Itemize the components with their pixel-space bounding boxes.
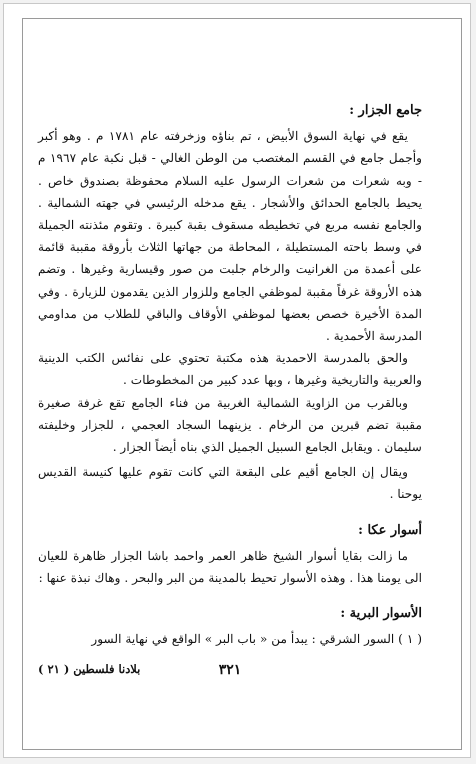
paragraph-walls-intro: ما زالت بقايا أسوار الشيخ ظاهر العمر واحمد باشا الجزار ظاهرة للعيان الى يومنا هذا . وهذه الأسوار تحيط بالمدينة من البر والبحر . وهاك نبذة عنها : [38,548,422,586]
section-heading-jazzar-mosque: جامع الجزار : [349,103,422,118]
section-heading-acre-walls: أسوار عكا : [358,522,422,538]
paragraph-tomb-room: وبالقرب من الزاوية الشمالية الغربية من فناء الجامع تقع غرفة صغيرة مقببة تضم قبرين من الرخام . يزينهما السجاد العجمي ، للجزار وخليفته سليمان . ويقابل الجامع السبيل الجميل الذي بناه أيضاً الجزار . [38,395,422,455]
paragraph-mosque-description: يقع في نهاية السوق الأبيض ، تم بناؤه وزخرفته عام ١٧٨١ م . وهو أكبر وأجمل جامع في القسم المغتصب من الوطن الغالي - قبل نكبة عام ١٩٦٧ م - وبه شعرات من شعرات الرسول عليه السلام محفوظة بصندوق خاص . يحيط بالجامع الحدائق والأشجار . يقع مدخله الرئيسي في جهته الشمالية . والجامع نفسه مربع في تخطيطه مسقوف بقبة كبيرة . وتقوم مئذنته الجميلة في وسط باحته المستطيلة ، المحاطة من جهاتها الثلاث بأروقة مقببة قائمة على أعمدة من الغرانيت والرخام جلبت من صور وقيسارية وغيرها . وتضم هذه الأروقة غرفاً مقببة لموظفي الجامع وللزوار الذين يقدمون للزيارة . وفي المدة الأخيرة خصص بعضها لموظفي الأوقاف والباقي للطلاب من مداومي المدرسة الأحمدية . [38,129,423,344]
section-heading-land-walls: الأسوار البرية : [340,606,422,622]
book-title-footer: بلادنا فلسطين ( ٢١ ) [38,662,141,676]
page-footer [38,662,422,682]
page-body [38,100,422,651]
paragraph-eastern-wall: ( ١ ) السور الشرقي : يبدأ من « باب البر » الواقع في نهاية السور [91,632,422,647]
paragraph-library: والحق بالمدرسة الاحمدية هذه مكتبة تحتوي على نفائس الكتب الدينية والعربية والتاريخية وغيرها ، وبها عدد كبير من المخطوطات . [38,351,422,388]
paragraph-church-site: ويقال إن الجامع أقيم على البقعة التي كانت تقوم عليها كنيسة القديس يوحنا . [38,465,422,502]
page-number: ٣٢١ [218,662,242,678]
